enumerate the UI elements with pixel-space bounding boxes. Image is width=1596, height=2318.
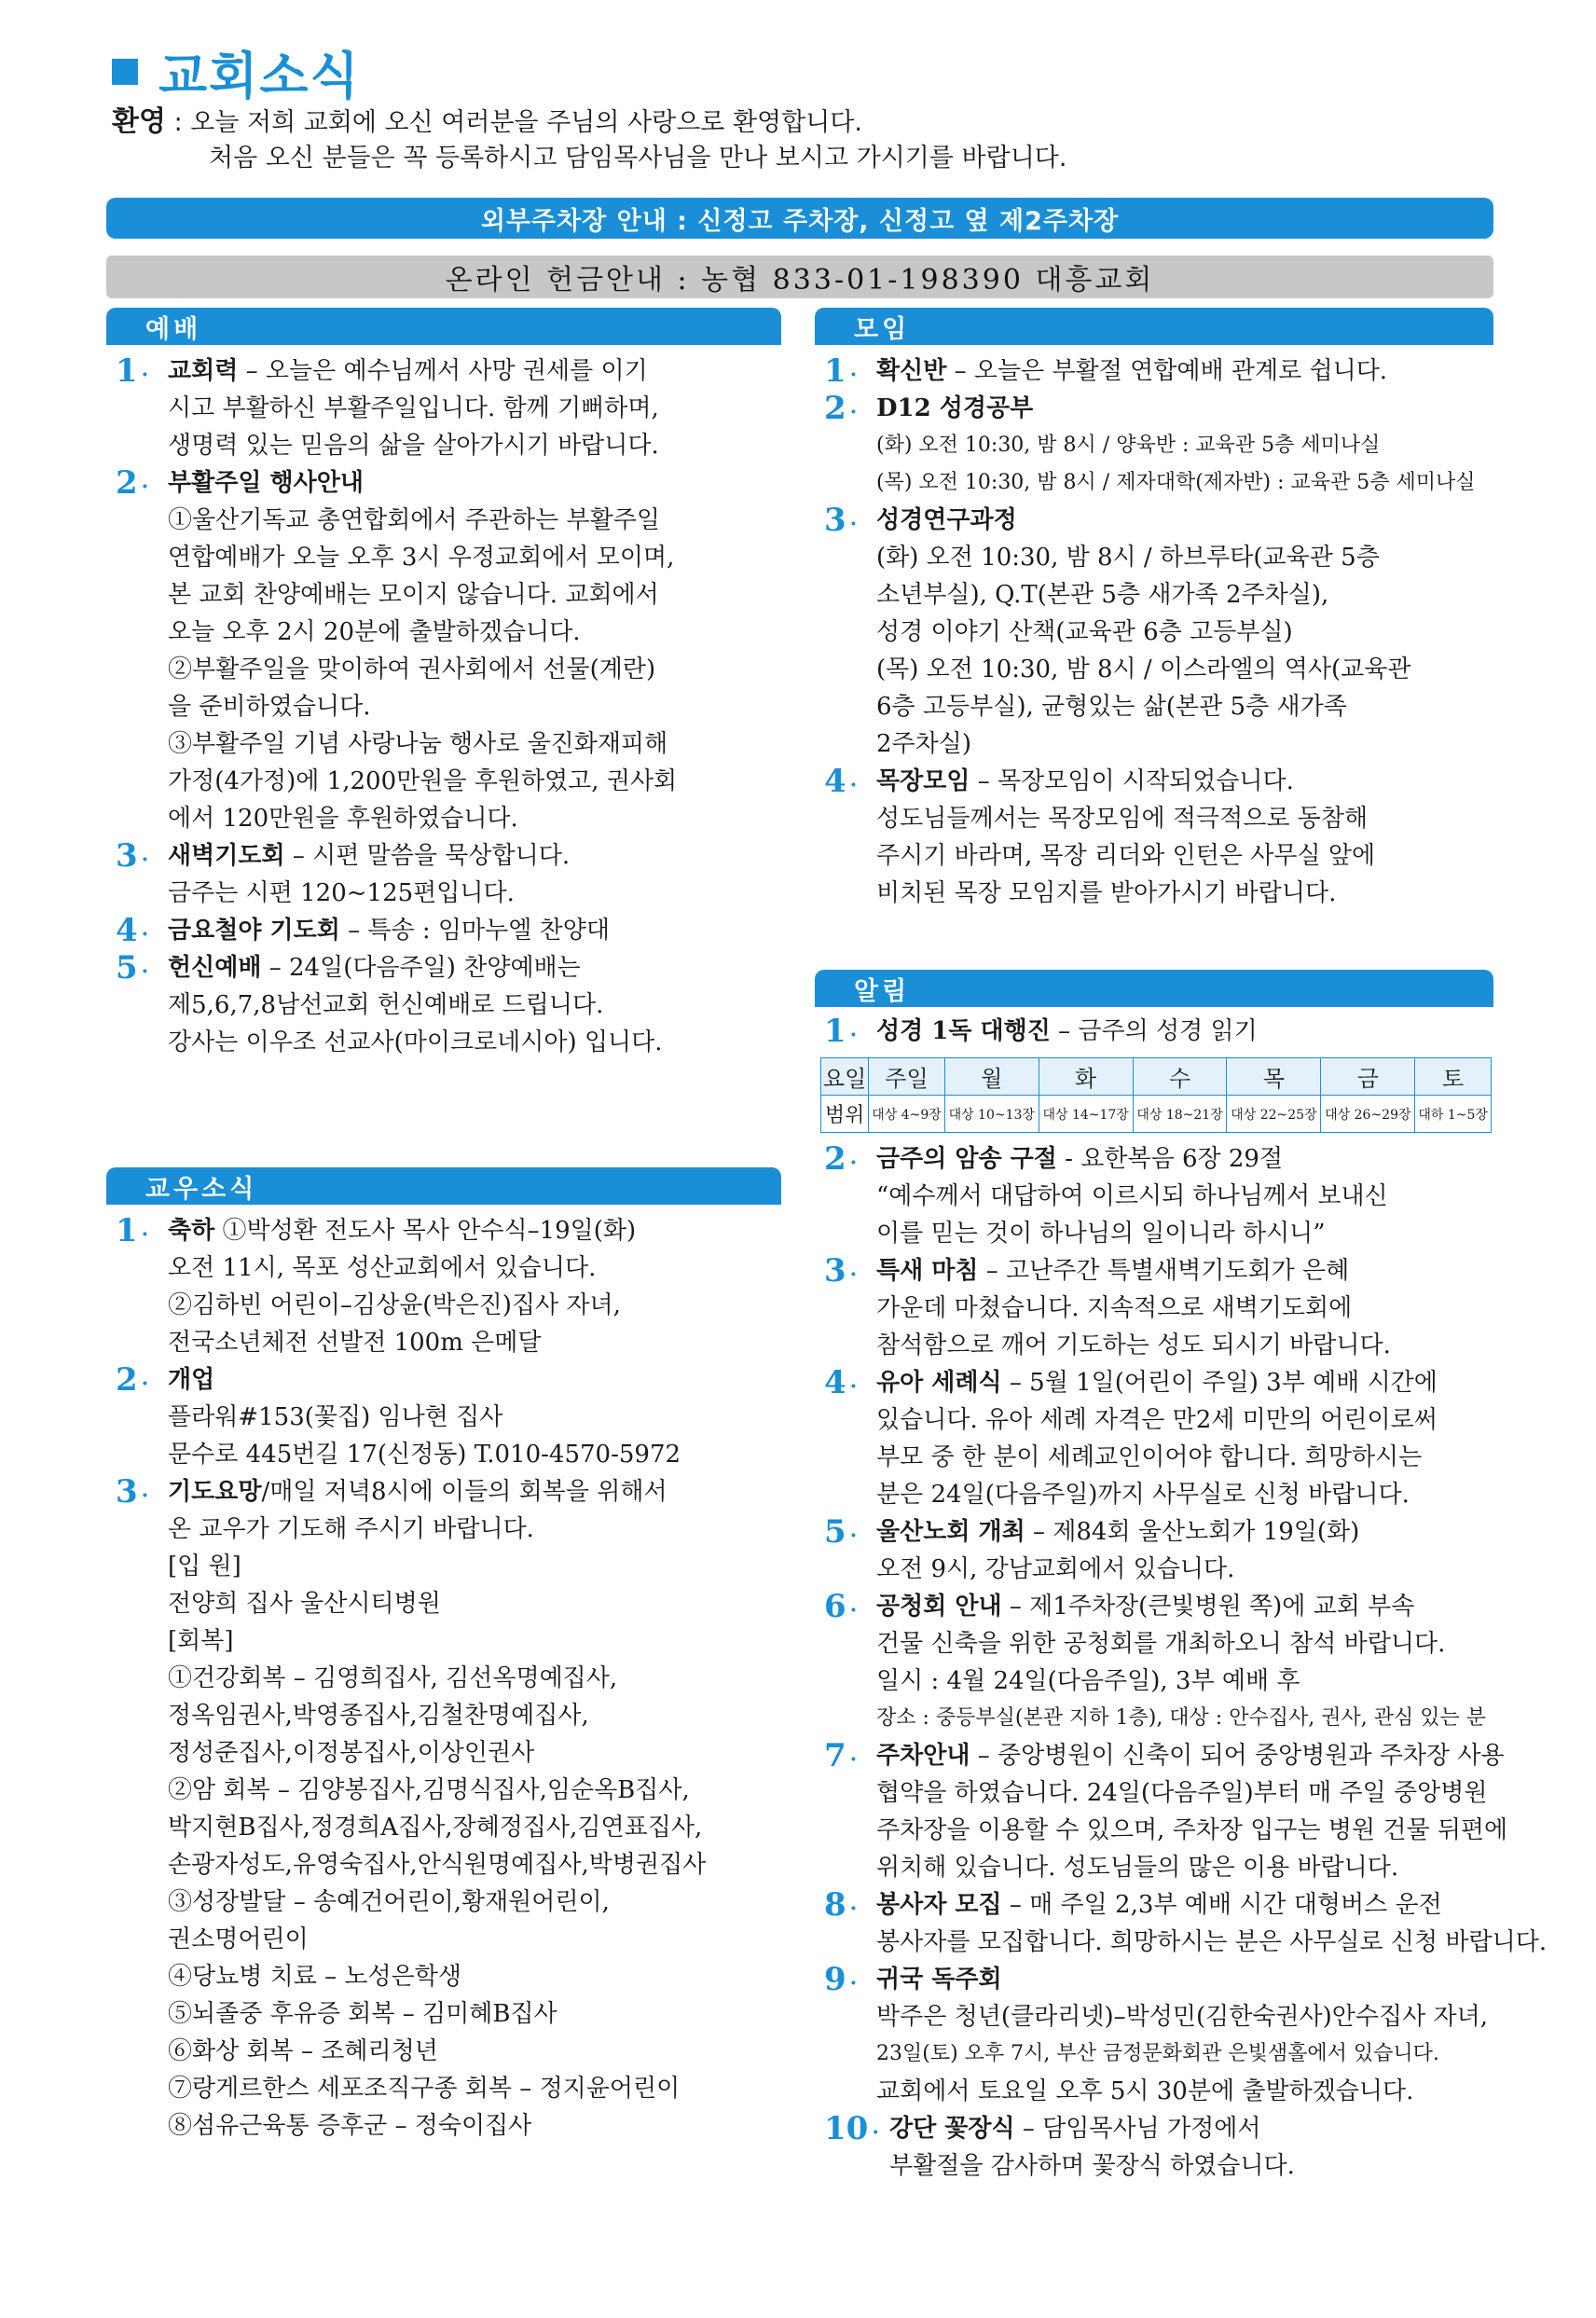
item-line: 주시기 바라며, 목장 리더와 인턴은 사무실 앞에	[876, 842, 1376, 870]
table-header-cell: 주일	[869, 1058, 945, 1096]
list-item	[112, 1473, 783, 2145]
item-title: 교회력	[168, 357, 239, 385]
item-title: 강단 꽃장식	[889, 2115, 1015, 2143]
list-item	[820, 1886, 1548, 1961]
item-line: 건물 신축을 위한 공청회를 개최하오니 참석 바랍니다.	[876, 1630, 1446, 1658]
item-line: 온 교우가 기도해 주시기 바랍니다.	[168, 1515, 534, 1543]
item-line: ①건강회복 – 김영희집사, 김선옥명예집사,	[168, 1664, 618, 1692]
item-text: – 목장모임이 시작되었습니다.	[970, 767, 1294, 795]
table-header-cell: 토	[1415, 1058, 1492, 1096]
table-cell: 대상 10~13장	[944, 1096, 1039, 1133]
meetings-section	[820, 352, 1493, 912]
item-line: 있습니다. 유아 세례 자격은 만2세 미만의 어린이로써	[876, 1406, 1438, 1434]
item-title: 부활주일 행사안내	[168, 469, 364, 497]
item-line	[876, 1588, 1493, 1625]
item-number: 5 ·	[116, 949, 149, 987]
item-line: 부모 중 한 분이 세례교인이어야 합니다. 희망하시는	[876, 1443, 1423, 1471]
item-text: – 금주의 성경 읽기	[1050, 1017, 1258, 1045]
welcome-message	[112, 104, 1510, 176]
item-line: ⑧섬유근육통 증후군 – 정숙이집사	[168, 2112, 532, 2140]
item-line	[876, 1513, 1493, 1551]
notice-item	[820, 1013, 1493, 1050]
item-line: 6층 고등부실), 균형있는 삶(본관 5층 새가족	[876, 693, 1347, 721]
section-header-notices: 알림	[815, 970, 1493, 1007]
list-item	[820, 1588, 1493, 1737]
table-cell: 대상 26~29장	[1321, 1096, 1415, 1133]
item-title: 공청회 안내	[876, 1593, 1002, 1621]
item-line: 가정(4가정)에 1,200만원을 후원하였고, 권사회	[168, 767, 678, 795]
item-number: 1 ·	[116, 352, 149, 390]
welcome-line-2: 처음 오신 분들은 꼭 등록하시고 담임목사님을 만나 보시고 가시기를 바랍니다.	[209, 144, 1067, 172]
item-title: 금주의 암송 구절	[876, 1145, 1057, 1173]
table-cell: 대하 1~5장	[1415, 1096, 1492, 1133]
table-header-row	[821, 1058, 1492, 1096]
item-number: 4 ·	[116, 912, 149, 949]
item-title: 울산노회 개최	[876, 1518, 1025, 1546]
bible-reading-table	[820, 1057, 1492, 1133]
item-line: 장소 : 중등부실(본관 지하 1층), 대상 : 안수집사, 권사, 관심 있는 분	[876, 1706, 1486, 1730]
item-line: 문수로 445번길 17(신정동) T.010-4570-5972	[168, 1441, 681, 1469]
item-line: 2주차실)	[876, 730, 972, 758]
item-line: ③성장발달 – 송예건어린이,황재원어린이,	[168, 1888, 610, 1916]
item-line	[876, 390, 1493, 427]
item-line	[168, 837, 783, 875]
item-line: 연합예배가 오늘 오후 3시 우정교회에서 모이며,	[168, 544, 675, 572]
item-line: 생명력 있는 믿음의 삶을 살아가시기 바랍니다.	[168, 432, 659, 460]
item-number: 2 ·	[116, 1361, 149, 1399]
item-line	[168, 1361, 783, 1399]
list-item	[820, 1737, 1508, 1886]
item-line: 소년부실), Q.T(본관 5층 새가족 2주차실),	[876, 581, 1329, 609]
item-line: 참석함으로 깨어 기도하는 성도 되시기 바랍니다.	[876, 1331, 1391, 1359]
list-item	[820, 502, 1493, 763]
item-line: 제5,6,7,8남선교회 헌신예배로 드립니다.	[168, 991, 604, 1019]
item-text: – 중앙병원이 신축이 되어 중앙병원과 주차장 사용	[970, 1742, 1505, 1770]
item-text: – 시편 말씀을 묵상합니다.	[284, 842, 571, 870]
item-number: 5 ·	[824, 1513, 858, 1551]
list-item	[820, 1961, 1493, 2110]
item-line: 성경 이야기 산책(교육관 6층 고등부실)	[876, 618, 1293, 646]
item-line: 부활절을 감사하며 꽃장식 하였습니다.	[889, 2152, 1295, 2180]
item-title: 봉사자 모집	[876, 1891, 1002, 1919]
item-line: (화) 오전 10:30, 밤 8시 / 하브루타(교육관 5층	[876, 544, 1380, 572]
item-title: 유아 세례식	[876, 1369, 1002, 1397]
item-line: 박지현B집사,정경희A집사,장혜정집사,김연표집사,	[168, 1814, 703, 1842]
item-line	[168, 1212, 783, 1249]
list-item	[820, 352, 1493, 390]
list-item	[112, 837, 783, 912]
item-text: – 오늘은 부활절 연합예배 관계로 쉽니다.	[946, 357, 1388, 385]
item-title: 성경 1독 대행진	[876, 1017, 1051, 1045]
item-line	[876, 1961, 1493, 1998]
table-cell: 대상 22~25장	[1227, 1096, 1321, 1133]
item-line: (목) 오전 10:30, 밤 8시 / 제자대학(제자반) : 교육관 5층 세미나실	[876, 471, 1476, 494]
list-item	[820, 2110, 1493, 2185]
item-number: 3 ·	[824, 1252, 858, 1290]
table-header-cell: 월	[944, 1058, 1039, 1096]
parking-banner: 외부주차장 안내 : 신정고 주차장, 신정고 옆 제2주차장	[106, 198, 1493, 239]
item-text: – 24일(다음주일) 찬양예배는	[261, 954, 581, 982]
table-row	[821, 1096, 1492, 1133]
item-text: /매일 저녁8시에 이들의 회복을 위해서	[261, 1478, 667, 1506]
list-item	[112, 1361, 783, 1473]
item-number: 3 ·	[824, 502, 858, 539]
item-line: 오늘 오후 2시 20분에 출발하겠습니다.	[168, 618, 581, 646]
list-item	[820, 1364, 1493, 1513]
item-line: 시고 부활하신 부활주일입니다. 함께 기뻐하며,	[168, 394, 659, 422]
item-text: – 제84회 울산노회가 19일(화)	[1025, 1518, 1360, 1546]
table-cell: 대상 4~9장	[869, 1096, 945, 1133]
item-line: 박주은 청년(클라리넷)–박성민(김한숙권사)안수집사 자녀,	[876, 2003, 1489, 2031]
item-line: ⑤뇌졸중 후유증 회복 – 김미혜B집사	[168, 2000, 557, 2028]
notices-section	[820, 1013, 1548, 2185]
item-line: [입 원]	[168, 1552, 241, 1580]
item-line: 봉사자를 모집합니다. 희망하시는 분은 사무실로 신청 바랍니다.	[876, 1928, 1548, 1956]
item-number: 4 ·	[824, 763, 858, 800]
item-number: 9 ·	[824, 1961, 858, 1998]
item-line: 성도님들께서는 목장모임에 적극적으로 동참해	[876, 805, 1369, 833]
item-line: 주차장을 이용할 수 있으며, 주차장 입구는 병원 건물 뒤편에	[876, 1816, 1508, 1844]
item-title: 개업	[168, 1366, 215, 1394]
item-line: 협약을 하였습니다. 24일(다음주일)부터 매 주일 중앙병원	[876, 1779, 1488, 1807]
item-text: – 제1주차장(큰빛병원 쪽)에 교회 부속	[1001, 1593, 1415, 1621]
item-title: 특새 마침	[876, 1257, 979, 1285]
item-line: ②김하빈 어린이–김상윤(박은진)집사 자녀,	[168, 1291, 621, 1319]
item-line: ⑥화상 회복 – 조혜리청년	[168, 2037, 438, 2065]
item-title: 새벽기도회	[168, 842, 285, 870]
offering-banner: 온라인 헌금안내 : 농협 833-01-198390 대흥교회	[106, 255, 1493, 298]
item-title: 헌신예배	[168, 954, 262, 982]
list-item	[820, 763, 1493, 912]
item-line	[876, 502, 1493, 539]
item-line: 전국소년체전 선발전 100m 은메달	[168, 1329, 542, 1357]
item-line: ③부활주일 기념 사랑나눔 행사로 울진화재피해	[168, 730, 668, 758]
section-header-worship: 예배	[106, 308, 781, 345]
item-line: (목) 오전 10:30, 밤 8시 / 이스라엘의 역사(교육관	[876, 655, 1411, 683]
item-line: (화) 오전 10:30, 밤 8시 / 양육반 : 교육관 5층 세미나실	[876, 434, 1381, 457]
item-line	[876, 352, 1493, 390]
item-line: ④당뇨병 치료 – 노성은학생	[168, 1963, 461, 1991]
item-title: 성경연구과정	[876, 506, 1017, 534]
welcome-line-1: : 오늘 저희 교회에 오신 여러분을 주님의 사랑으로 환영합니다.	[173, 108, 862, 137]
item-number: 2 ·	[116, 464, 149, 502]
item-line: ⑦랑게르한스 세포조직구종 회복 – 정지윤어린이	[168, 2075, 681, 2103]
item-line: 강사는 이우조 선교사(마이크로네시아) 입니다.	[168, 1028, 663, 1056]
welcome-label: 환영	[112, 105, 166, 138]
item-number: 3 ·	[116, 837, 149, 875]
item-text: – 고난주간 특별새벽기도회가 은혜	[978, 1257, 1350, 1285]
item-line: 정옥임권사,박영종집사,김철찬명예집사,	[168, 1702, 589, 1730]
list-item	[820, 1513, 1493, 1588]
item-text: – 담임목사님 가정에서	[1014, 2115, 1261, 2143]
table-header-cell: 화	[1039, 1058, 1133, 1096]
list-item	[112, 464, 783, 837]
table-header-cell: 수	[1133, 1058, 1227, 1096]
page-title: 교회소식	[158, 46, 361, 105]
item-title: 확신반	[876, 357, 947, 385]
table-header-cell: 요일	[821, 1058, 869, 1096]
item-title: 귀국 독주회	[876, 1966, 1002, 1994]
item-line: 가운데 마쳤습니다. 지속적으로 새벽기도회에	[876, 1294, 1353, 1322]
item-title: 주차안내	[876, 1742, 970, 1770]
item-title: 축하	[168, 1217, 215, 1245]
members-section	[112, 1212, 783, 2145]
item-text: - 요한복음 6장 29절	[1056, 1145, 1284, 1173]
item-line	[876, 1140, 1493, 1178]
item-text: – 특송 : 임마누엘 찬양대	[339, 917, 611, 945]
item-text: ①박성환 전도사 목사 안수식–19일(화)	[214, 1217, 637, 1245]
item-number: 2 ·	[824, 1140, 858, 1178]
list-item	[112, 1212, 783, 1361]
item-line	[876, 1737, 1505, 1774]
item-line	[168, 949, 783, 987]
item-number: 1 ·	[824, 352, 858, 390]
item-line	[168, 464, 783, 502]
item-text: – 5월 1일(어린이 주일) 3부 예배 시간에	[1001, 1369, 1438, 1397]
item-line	[889, 2110, 1493, 2147]
item-line	[876, 1252, 1493, 1290]
item-line: ②부활주일을 맞이하여 권사회에서 선물(계란)	[168, 655, 656, 683]
item-number: 10 ·	[824, 2110, 879, 2147]
item-number: 6 ·	[824, 1588, 858, 1625]
notice-list	[820, 1140, 1548, 2185]
item-line	[168, 912, 783, 949]
item-line: 23일(토) 오후 7시, 부산 금정문화회관 은빛샘홀에서 있습니다.	[876, 2042, 1439, 2065]
list-item	[112, 949, 783, 1061]
table-cell: 대상 14~17장	[1039, 1096, 1133, 1133]
item-title: D12 성경공부	[876, 394, 1034, 422]
item-line	[876, 1364, 1493, 1401]
item-line: 이를 믿는 것이 하나님의 일이니라 하시니”	[876, 1220, 1326, 1248]
item-line: [회복]	[168, 1627, 234, 1655]
item-title: 기도요망	[168, 1478, 262, 1506]
list-item	[112, 352, 783, 464]
item-line: 권소명어린이	[168, 1925, 309, 1953]
item-number: 8 ·	[824, 1886, 858, 1924]
table-cell: 대상 18~21장	[1133, 1096, 1227, 1133]
item-line: 오전 11시, 목포 성산교회에서 있습니다.	[168, 1254, 597, 1282]
item-number: 2 ·	[824, 390, 858, 427]
item-number: 3 ·	[116, 1473, 149, 1511]
table-cell: 범위	[821, 1096, 869, 1133]
item-line: 교회에서 토요일 오후 5시 30분에 출발하겠습니다.	[876, 2077, 1414, 2105]
item-line: “예수께서 대답하여 이르시되 하나님께서 보내신	[876, 1182, 1388, 1210]
item-line: 일시 : 4월 24일(다음주일), 3부 예배 후	[876, 1667, 1300, 1695]
item-text: – 오늘은 예수님께서 사망 권세를 이기	[238, 357, 648, 385]
item-number: 4 ·	[824, 1364, 858, 1401]
item-line: 분은 24일(다음주일)까지 사무실로 신청 바랍니다.	[876, 1481, 1410, 1509]
item-line: 에서 120만원을 후원하였습니다.	[168, 805, 518, 833]
item-line: 플라워#153(꽃집) 임나현 집사	[168, 1403, 503, 1431]
item-line: 을 준비하였습니다.	[168, 693, 371, 721]
section-header-meetings: 모임	[815, 308, 1493, 345]
item-line: 오전 9시, 강남교회에서 있습니다.	[876, 1555, 1235, 1583]
item-line	[168, 352, 783, 390]
list-item	[820, 1140, 1493, 1252]
item-title: 금요철야 기도회	[168, 917, 340, 945]
item-line: ①울산기독교 총연합회에서 주관하는 부활주일	[168, 506, 660, 534]
worship-section	[112, 352, 783, 1061]
item-line	[876, 1886, 1493, 1924]
item-line	[876, 763, 1493, 800]
item-number: 1 ·	[116, 1212, 149, 1249]
item-title: 목장모임	[876, 767, 970, 795]
item-text: – 매 주일 2,3부 예배 시간 대형버스 운전	[1001, 1891, 1442, 1919]
item-number: 1 ·	[824, 1013, 858, 1050]
item-line	[168, 1473, 783, 1511]
table-header-cell: 금	[1321, 1058, 1415, 1096]
square-bullet-icon	[112, 59, 138, 85]
item-line: 위치해 있습니다. 성도님들의 많은 이용 바랍니다.	[876, 1854, 1399, 1882]
list-item	[820, 390, 1493, 502]
item-number: 7 ·	[824, 1737, 858, 1774]
item-line: ②암 회복 – 김양봉집사,김명식집사,임순옥B집사,	[168, 1776, 690, 1804]
item-line: 손광자성도,유영숙집사,안식원명예집사,박병권집사	[168, 1851, 707, 1879]
item-line: 전양희 집사 울산시티병원	[168, 1590, 441, 1618]
table-header-cell: 목	[1227, 1058, 1321, 1096]
item-line: 본 교회 찬양예배는 모이지 않습니다. 교회에서	[168, 581, 659, 609]
item-line: 금주는 시편 120~125편입니다.	[168, 879, 515, 907]
section-header-members: 교우소식	[106, 1167, 781, 1205]
page-header	[112, 39, 361, 104]
list-item	[112, 912, 783, 949]
item-line: 정성준집사,이정봉집사,이상인권사	[168, 1739, 535, 1767]
item-line: 비치된 목장 모임지를 받아가시기 바랍니다.	[876, 879, 1337, 907]
list-item	[820, 1252, 1493, 1364]
